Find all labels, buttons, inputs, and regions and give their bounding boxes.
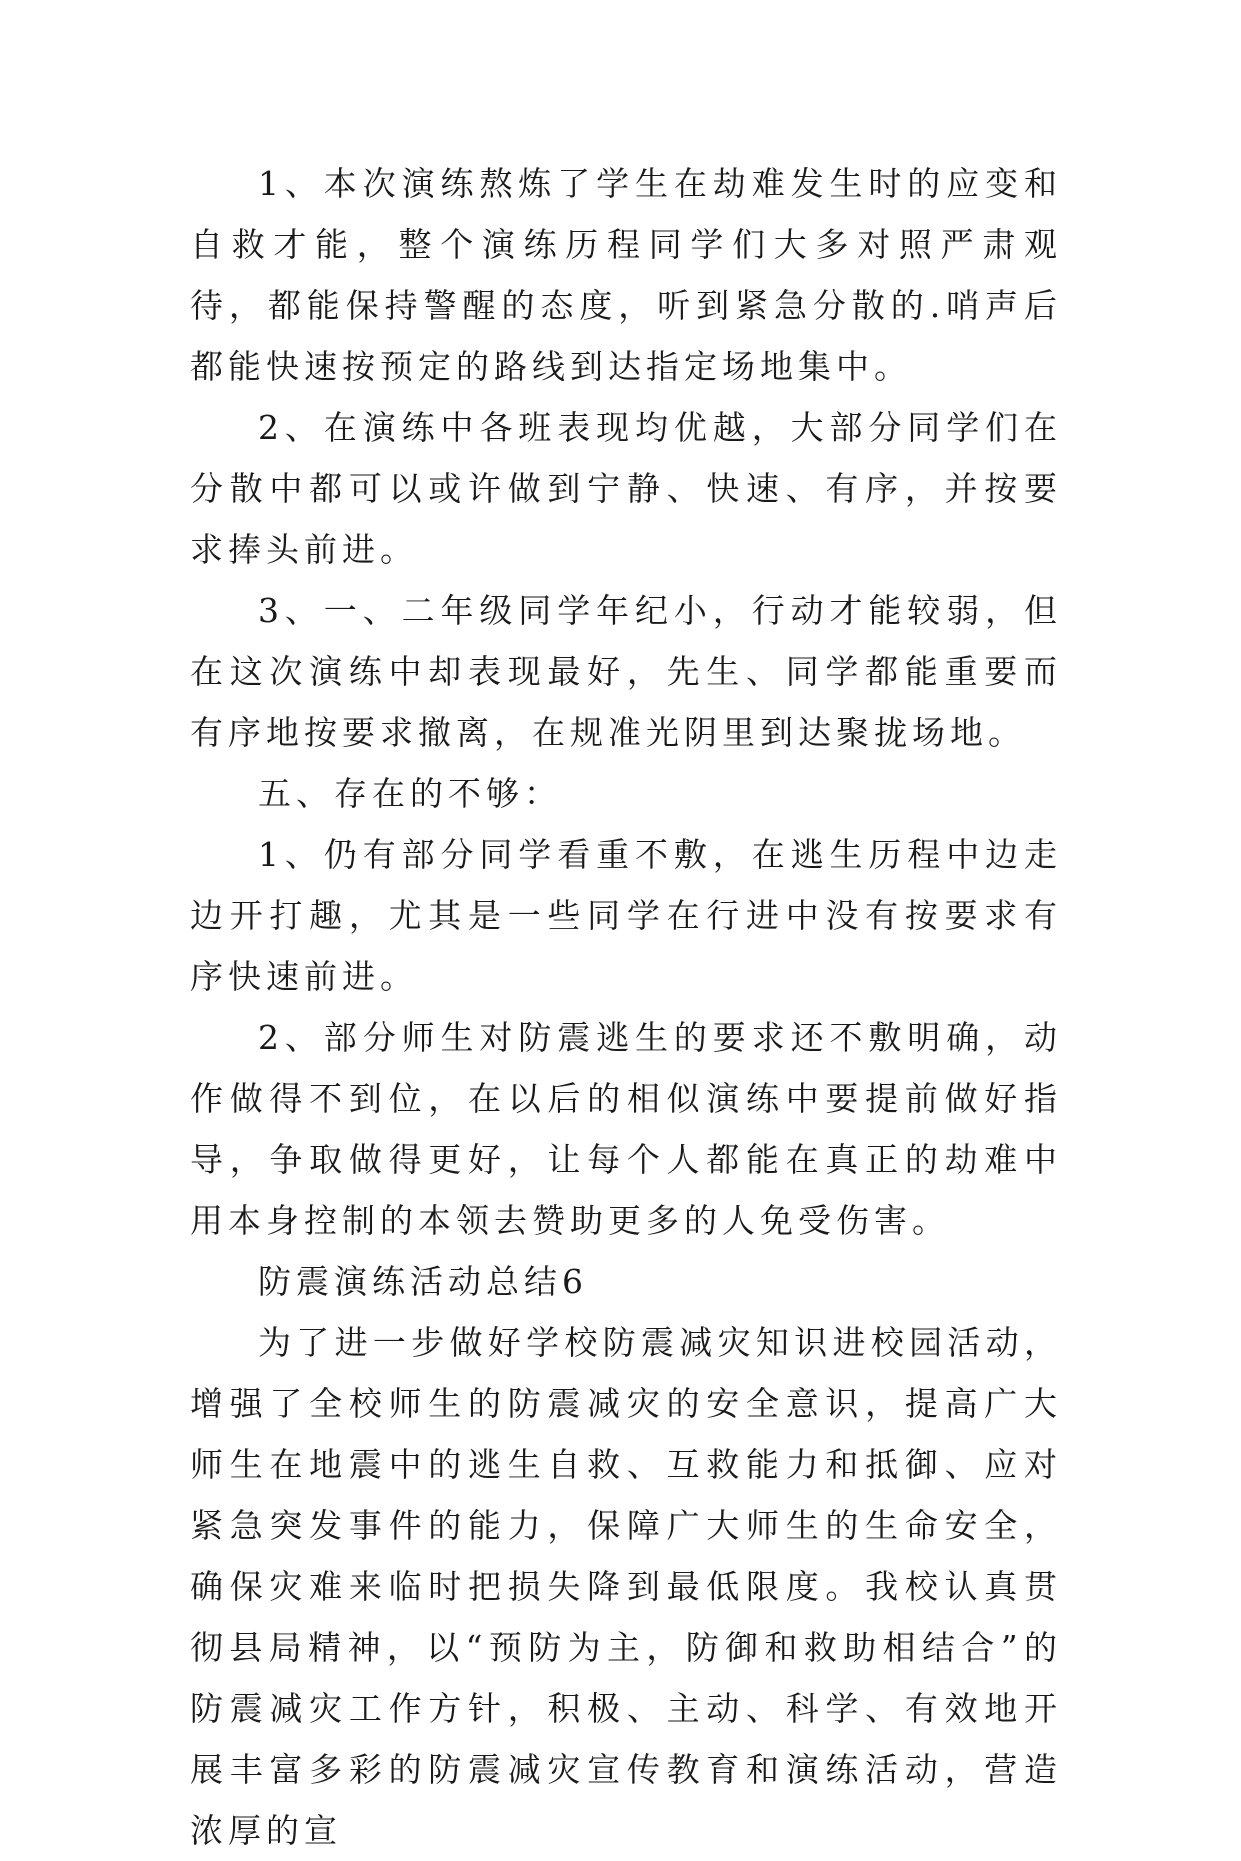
document-body [190,153,1062,1861]
section-heading-summary-6: 防震演练活动总结6 [258,1262,588,1301]
paragraph-drill-result-2: 2、在演练中各班表现均优越，大部分同学们在分散中都可以或许做到宁静、快速、有序，并按要求捧头前进。 [190,408,1062,569]
paragraph-shortcoming-2: 2、部分师生对防震逃生的要求还不敷明确，动作做得不到位，在以后的相似演练中要提前做好指导，争取做得更好，让每个人都能在真正的劫难中用本身控制的本领去赞助更多的人免受伤害。 [190,1018,1062,1240]
section-heading-shortcomings: 五、存在的不够： [258,774,562,813]
paragraph-drill-result-1: 1、本次演练熬炼了学生在劫难发生时的应变和自救才能，整个演练历程同学们大多对照严肃观待，都能保持警醒的态度，听到紧急分散的.哨声后都能快速按预定的路线到达指定场地集中。 [190,164,1062,386]
paragraph-summary-6-intro: 为了进一步做好学校防震减灾知识进校园活动，增强了全校师生的防震减灾的安全意识，提高广大师生在地震中的逃生自救、互救能力和抵御、应对紧急突发事件的能力，保障广大师生的生命安全，确保灾难来临时把损失降到最低限度。我校认真贯彻县局精神，以“预防为主，防御和救助相结合”的防震减灾工作方针，积极、主动、科学、有效地开展丰富多彩的防震减灾宣传教育和演练活动，营造浓厚的宣 [190,1323,1062,1850]
paragraph-shortcoming-1: 1、仍有部分同学看重不敷，在逃生历程中边走边开打趣，尤其是一些同学在行进中没有按要求有序快速前进。 [190,835,1062,996]
paragraph-drill-result-3: 3、一、二年级同学年纪小，行动才能较弱，但在这次演练中却表现最好，先生、同学都能重要而有序地按要求撤离，在规准光阴里到达聚拢场地。 [190,591,1062,752]
